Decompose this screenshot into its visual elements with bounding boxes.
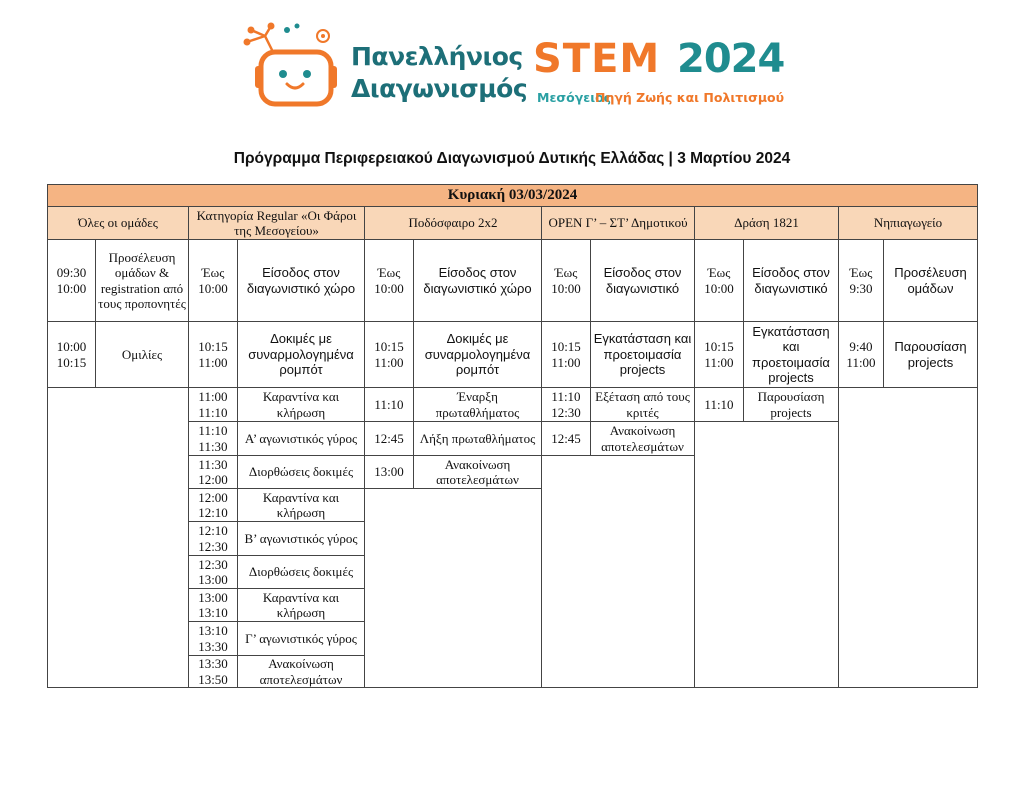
- schedule-activity: Α’ αγωνιστικός γύρος: [237, 421, 365, 456]
- schedule-activity: Καραντίνα και κλήρωση: [237, 488, 365, 522]
- schedule-activity: Ανακοίνωση αποτελεσμάτων: [590, 421, 695, 456]
- document-title: Πρόγραμμα Περιφερειακού Διαγωνισμού Δυτικής Ελλάδας | 3 Μαρτίου 2024: [233, 150, 791, 167]
- schedule-activity: Προσέλευση ομάδων & registration από τους προπονητές: [95, 239, 189, 322]
- schedule-time: 11:30 12:00: [188, 455, 238, 489]
- schedule-time: 9:40 11:00: [838, 321, 884, 388]
- schedule-time: 11:10 11:30: [188, 421, 238, 456]
- schedule-time: Έως 10:00: [694, 239, 744, 322]
- schedule-activity: Είσοδος στον διαγωνιστικό: [590, 239, 695, 322]
- schedule-time: 13:00 13:10: [188, 588, 238, 622]
- schedule-time: Έως 10:00: [188, 239, 238, 322]
- schedule-activity: Παρουσίαση projects: [883, 321, 978, 388]
- logo-tagline-a: Μεσόγειος: [537, 90, 612, 105]
- schedule-time: 09:30 10:00: [47, 239, 96, 322]
- logo-title-line1: Πανελλήνιος: [351, 42, 523, 71]
- schedule-time: 12:10 12:30: [188, 521, 238, 556]
- schedule-time: Έως 9:30: [838, 239, 884, 322]
- schedule-activity: Προσέλευση ομάδων: [883, 239, 978, 322]
- column-header: Κατηγορία Regular «Οι Φάροι της Μεσογείου»: [188, 206, 365, 240]
- empty-cell: [47, 387, 189, 688]
- logo-stem-word: STEM: [533, 36, 661, 82]
- schedule-activity: Καραντίνα και κλήρωση: [237, 588, 365, 622]
- schedule-activity: Δοκιμές με συναρμολογημένα ρομπότ: [413, 321, 542, 388]
- schedule-time: 10:15 11:00: [364, 321, 414, 388]
- logo-year: 2024: [677, 36, 785, 82]
- schedule-time: 13:30 13:50: [188, 655, 238, 688]
- schedule-activity: Είσοδος στον διαγωνιστικό: [743, 239, 839, 322]
- schedule-time: 10:15 11:00: [694, 321, 744, 388]
- column-header: OPEN Γ’ – ΣΤ’ Δημοτικού: [541, 206, 695, 240]
- empty-cell: [541, 455, 695, 688]
- schedule-time: Έως 10:00: [541, 239, 591, 322]
- empty-cell: [694, 421, 839, 688]
- schedule-activity: Έναρξη πρωταθλήματος: [413, 387, 542, 422]
- schedule-time: 12:00 12:10: [188, 488, 238, 522]
- schedule-time: 10:15 11:00: [541, 321, 591, 388]
- schedule-activity: Εξέταση από τους κριτές: [590, 387, 695, 422]
- day-header: Κυριακή 03/03/2024: [47, 184, 978, 207]
- schedule-time: Έως 10:00: [364, 239, 414, 322]
- schedule-time: 12:45: [541, 421, 591, 456]
- stem-2024-logo: [243, 22, 783, 112]
- schedule-activity: Ομιλίες: [95, 321, 189, 388]
- empty-cell: [364, 488, 542, 688]
- schedule-time: 12:30 13:00: [188, 555, 238, 589]
- logo-tagline-b: Πηγή Ζωής και Πολιτισμού: [595, 90, 785, 105]
- logo-title-line2: Διαγωνισμός: [351, 74, 528, 103]
- column-header: Όλες οι ομάδες: [47, 206, 189, 240]
- schedule-time: 11:00 11:10: [188, 387, 238, 422]
- schedule-activity: Διορθώσεις δοκιμές: [237, 455, 365, 489]
- column-header: Ποδόσφαιρο 2x2: [364, 206, 542, 240]
- schedule-activity: Παρουσίαση projects: [743, 387, 839, 422]
- schedule-activity: Εγκατάσταση και προετοιμασία projects: [743, 321, 839, 388]
- schedule-activity: Είσοδος στον διαγωνιστικό χώρο: [237, 239, 365, 322]
- empty-cell: [838, 387, 978, 688]
- column-header: Νηπιαγωγείο: [838, 206, 978, 240]
- schedule-time: 13:10 13:30: [188, 621, 238, 656]
- schedule-activity: Γ’ αγωνιστικός γύρος: [237, 621, 365, 656]
- schedule-time: 12:45: [364, 421, 414, 456]
- schedule-time: 11:10: [694, 387, 744, 422]
- schedule-time: 10:15 11:00: [188, 321, 238, 388]
- schedule-activity: Δοκιμές με συναρμολογημένα ρομπότ: [237, 321, 365, 388]
- schedule-activity: Διορθώσεις δοκιμές: [237, 555, 365, 589]
- column-header: Δράση 1821: [694, 206, 839, 240]
- schedule-activity: Ανακοίνωση αποτελεσμάτων: [413, 455, 542, 489]
- schedule-activity: Ανακοίνωση αποτελεσμάτων: [237, 655, 365, 688]
- schedule-activity: Β’ αγωνιστικός γύρος: [237, 521, 365, 556]
- schedule-activity: Καραντίνα και κλήρωση: [237, 387, 365, 422]
- schedule-activity: Εγκατάσταση και προετοιμασία projects: [590, 321, 695, 388]
- robot-mascot-icon: [243, 22, 347, 112]
- schedule-time: 13:00: [364, 455, 414, 489]
- schedule-time: 10:00 10:15: [47, 321, 96, 388]
- schedule-time: 11:10 12:30: [541, 387, 591, 422]
- schedule-time: 11:10: [364, 387, 414, 422]
- schedule-activity: Είσοδος στον διαγωνιστικό χώρο: [413, 239, 542, 322]
- schedule-activity: Λήξη πρωταθλήματος: [413, 421, 542, 456]
